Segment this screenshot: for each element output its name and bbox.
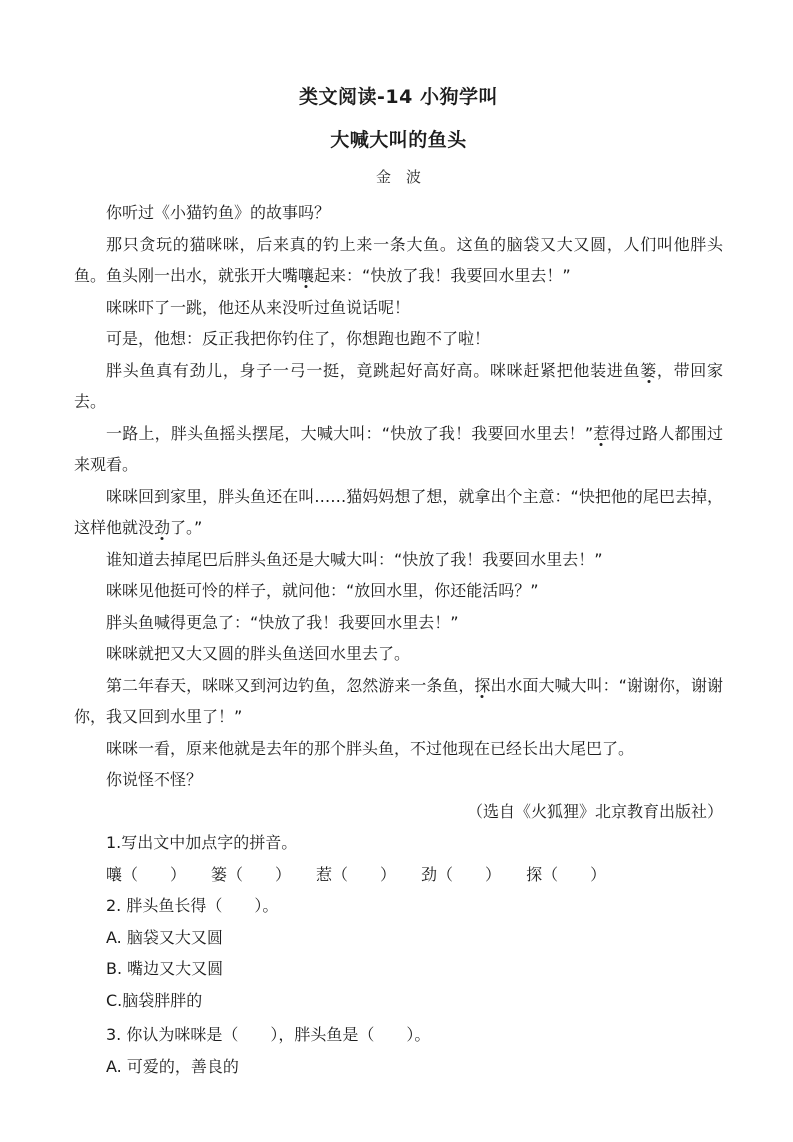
question-1: 1.写出文中加点字的拼音。 — [106, 833, 298, 852]
page-title: 类文阅读-14 小狗学叫 — [299, 86, 498, 108]
text-run: 你听过《小猫钓鱼》的故事吗？ — [106, 203, 331, 222]
question-2-options — [106, 922, 723, 1017]
story-paragraph — [74, 355, 723, 418]
text-run: 咪咪吓了一跳，他还从来没听过鱼说话呢！ — [106, 297, 411, 317]
pinyin-blank-item: 惹（ ） — [316, 864, 397, 884]
pinyin-blank-item: 篓（ ） — [211, 864, 292, 884]
pinyin-blank-item: 嚷（ ） — [106, 864, 187, 884]
text-run: 第二年春天，咪咪又到河边钓鱼，忽然游来一条鱼， — [106, 675, 475, 695]
story-paragraph — [74, 197, 723, 229]
pinyin-blanks-row — [106, 859, 723, 891]
dotted-char: 劲 — [154, 518, 171, 537]
story-paragraph — [74, 292, 723, 324]
text-run: 你说怪不怪？ — [106, 770, 203, 789]
story-body — [74, 197, 723, 796]
story-paragraph — [74, 638, 723, 670]
story-paragraph — [74, 764, 723, 796]
question-3-options — [106, 1051, 723, 1083]
text-run: 一路上，胖头鱼摇头摆尾，大喊大叫：“快放了我！我要回水里去！” — [106, 423, 594, 443]
option-line: A. 可爱的，善良的 — [106, 1056, 239, 1076]
story-title: 大喊大叫的鱼头 — [330, 129, 467, 151]
story-paragraph — [74, 575, 723, 607]
text-run: 胖头鱼喊得更急了：“快放了我！我要回水里去！” — [106, 612, 459, 632]
dotted-char: 嚷 — [298, 266, 315, 285]
text-run: 咪咪见他挺可怜的样子，就问他：“放回水里，你还能活吗？” — [106, 581, 539, 600]
story-paragraph — [74, 544, 723, 576]
text-run: 谁知道去掉尾巴后胖头鱼还是大喊大叫：“快放了我！我要回水里去！” — [106, 549, 603, 569]
source-attribution: （选自《火狐狸》北京教育出版社） — [466, 801, 723, 821]
pinyin-blank-item: 劲（ ） — [421, 864, 502, 884]
question-3: 3. 你认为咪咪是（ ），胖头鱼是（ ）。 — [106, 1025, 431, 1044]
author-name: 金 波 — [375, 168, 421, 186]
text-run: 那只贪玩的猫咪咪，后来真的钓上来一条大鱼。这鱼的脑袋又大又圆，人们叫他胖头鱼。鱼头刚一出水，就张开大嘴 — [74, 234, 723, 285]
text-run: 咪咪就把又大又圆的胖头鱼送回水里去了。 — [106, 644, 411, 663]
pinyin-blank-item: 探（ ） — [526, 864, 607, 884]
text-run: 起来：“快放了我！我要回水里去！” — [314, 266, 571, 285]
text-run: 咪咪回到家里，胖头鱼还在叫……猫妈妈想了想，就拿出个主意：“快把他的尾巴去掉，这样他就没 — [74, 486, 723, 537]
text-run: 得过路人都围过来观看。 — [74, 423, 723, 474]
option-line: B. 嘴边又大又圆 — [106, 959, 224, 978]
questions-section — [74, 827, 723, 1082]
text-run: 出水面大喊大叫：“谢谢你，谢谢你，我又回到水里了！” — [74, 675, 723, 726]
dotted-char: 篓 — [640, 360, 657, 380]
story-paragraph — [74, 229, 723, 292]
dotted-char: 惹 — [593, 423, 610, 443]
text-run: ，带回家去。 — [74, 360, 723, 411]
option-line: C.脑袋胖胖的 — [106, 990, 203, 1010]
question-2: 2. 胖头鱼长得（ ）。 — [106, 896, 279, 915]
story-paragraph — [74, 481, 723, 544]
story-paragraph — [74, 418, 723, 481]
story-paragraph — [74, 670, 723, 733]
text-run: 了。” — [170, 518, 203, 537]
dotted-char: 探 — [474, 675, 491, 695]
option-line: A. 脑袋又大又圆 — [106, 927, 223, 947]
story-paragraph — [74, 733, 723, 765]
text-run: 胖头鱼真有劲儿，身子一弓一挺，竟跳起好高好高。咪咪赶紧把他装进鱼 — [106, 360, 641, 380]
text-run: 可是，他想：反正我把你钓住了，你想跑也跑不了啦！ — [106, 329, 491, 348]
story-paragraph — [74, 607, 723, 639]
text-run: 咪咪一看，原来他就是去年的那个胖头鱼，不过他现在已经长出大尾巴了。 — [106, 738, 635, 758]
story-paragraph — [74, 323, 723, 355]
